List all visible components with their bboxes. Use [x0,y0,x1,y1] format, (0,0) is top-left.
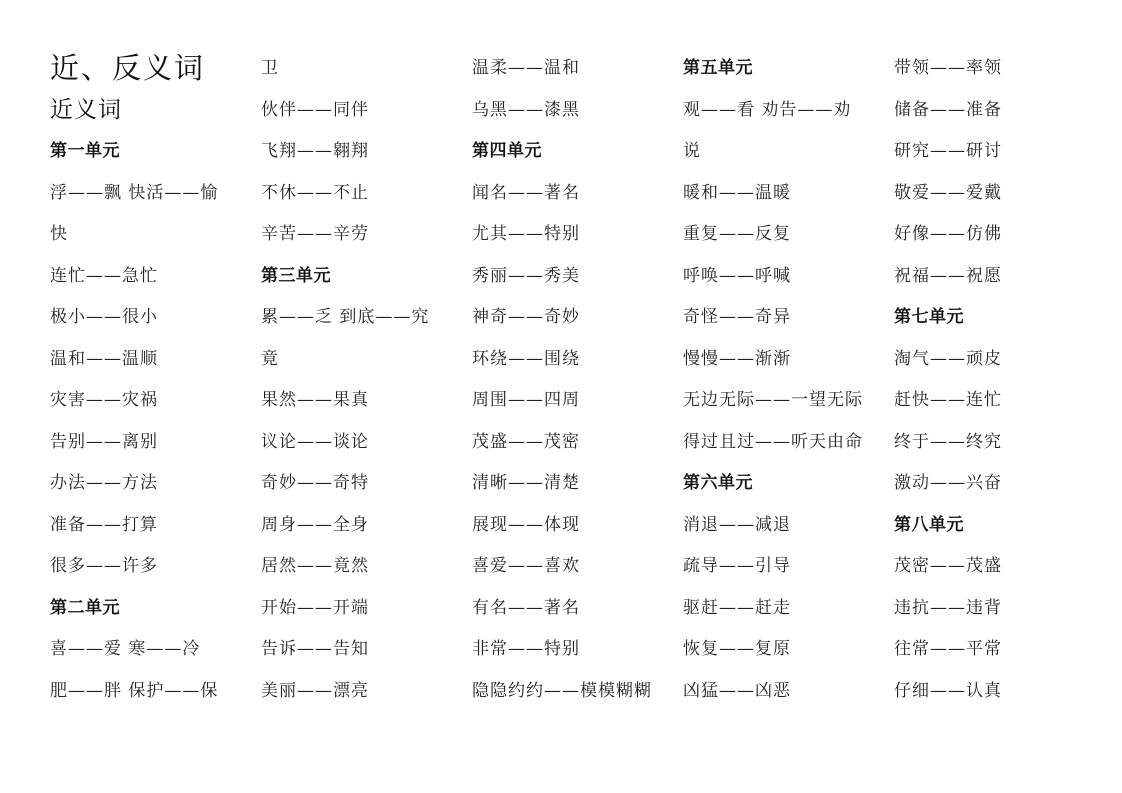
word-pair: 恢复——复原 [683,639,791,659]
word-pair: 储备——准备 [894,99,1002,120]
word-pair: 奇妙——奇特 [261,473,369,493]
word-pair: 浮——飘 快活——愉 [50,182,219,203]
word-pair: 尤其——特别 [472,224,580,244]
word-pair: 无边无际——一望无际 [683,390,863,410]
unit-heading: 第七单元 [894,307,964,327]
word-pair: 奇怪——奇异 [683,307,791,327]
word-pair: 好像——仿佛 [894,224,1002,244]
column-4 [683,48,873,712]
section-heading-synonyms: 近义词 [50,96,122,123]
word-pair: 周围——四周 [472,390,580,410]
word-pair: 呼唤——呼喊 [683,265,791,286]
unit-heading: 第六单元 [683,473,753,493]
word-pair: 温柔——温和 [472,58,580,78]
word-pair: 极小——很小 [50,307,158,327]
word-pair: 祝福——祝愿 [894,265,1002,286]
word-pair: 美丽——漂亮 [261,680,369,701]
word-pair: 闻名——著名 [472,182,580,203]
word-pair: 凶猛——凶恶 [683,680,791,701]
word-pair: 竟 [261,348,279,369]
word-pair: 果然——果真 [261,390,369,410]
word-pair: 往常——平常 [894,639,1002,659]
word-pair: 慢慢——渐渐 [683,348,791,369]
word-pair: 仔细——认真 [894,680,1002,701]
page-title: 近、反义词 [50,51,206,85]
word-pair: 疏导——引导 [683,556,791,576]
word-pair: 连忙——急忙 [50,265,158,286]
word-pair: 议论——谈论 [261,431,369,452]
word-pair: 乌黑——漆黑 [472,99,580,120]
unit-heading: 第三单元 [261,265,331,286]
word-pair: 观——看 劝告——劝 [683,99,852,120]
word-pair: 快 [50,224,68,244]
word-pair: 开始——开端 [261,597,369,618]
word-pair: 茂盛——茂密 [472,431,580,452]
word-pair: 违抗——违背 [894,597,1002,618]
word-pair: 驱赶——赶走 [683,597,791,618]
word-pair: 研究——研讨 [894,141,1002,161]
word-pair: 喜爱——喜欢 [472,556,580,576]
word-pair: 终于——终究 [894,431,1002,452]
word-pair: 茂密——茂盛 [894,556,1002,576]
word-pair: 淘气——顽皮 [894,348,1002,369]
word-pair: 环绕——围绕 [472,348,580,369]
word-pair: 非常——特别 [472,639,580,659]
word-pair: 得过且过——听天由命 [683,431,863,452]
word-pair: 辛苦——辛劳 [261,224,369,244]
unit-heading: 第一单元 [50,141,120,161]
word-pair: 赶快——连忙 [894,390,1002,410]
word-pair: 告别——离别 [50,431,158,452]
word-pair: 暖和——温暖 [683,182,791,203]
word-pair: 周身——全身 [261,514,369,535]
column-3 [472,48,672,712]
word-pair: 办法——方法 [50,473,158,493]
word-pair: 居然——竟然 [261,556,369,576]
word-pair: 秀丽——秀美 [472,265,580,286]
word-pair: 很多——许多 [50,556,158,576]
word-pair: 重复——反复 [683,224,791,244]
word-pair: 飞翔——翱翔 [261,141,369,161]
word-pair: 展现——体现 [472,514,580,535]
column-1 [50,48,250,712]
word-pair: 伙伴——同伴 [261,99,369,120]
word-pair: 敬爱——爱戴 [894,182,1002,203]
word-pair: 有名——著名 [472,597,580,618]
word-pair: 准备——打算 [50,514,158,535]
word-pair: 灾害——灾祸 [50,390,158,410]
word-pair: 消退——减退 [683,514,791,535]
word-pair: 肥——胖 保护——保 [50,680,219,701]
word-pair: 神奇——奇妙 [472,307,580,327]
word-pair: 隐隐约约——模模糊糊 [472,680,652,701]
word-pair: 喜——爱 寒——冷 [50,639,201,659]
word-pair: 卫 [261,58,279,78]
word-pair: 不休——不止 [261,182,369,203]
column-2 [261,48,461,712]
word-pair: 告诉——告知 [261,639,369,659]
unit-heading: 第四单元 [472,141,542,161]
word-pair: 累——乏 到底——究 [261,307,430,327]
word-pair: 说 [683,141,701,161]
unit-heading: 第五单元 [683,58,753,78]
word-pair: 激动——兴奋 [894,473,1002,493]
word-pair: 清晰——清楚 [472,473,580,493]
unit-heading: 第八单元 [894,514,964,535]
column-5 [894,48,1094,712]
word-pair: 温和——温顺 [50,348,158,369]
unit-heading: 第二单元 [50,597,120,618]
word-pair: 带领——率领 [894,58,1002,78]
